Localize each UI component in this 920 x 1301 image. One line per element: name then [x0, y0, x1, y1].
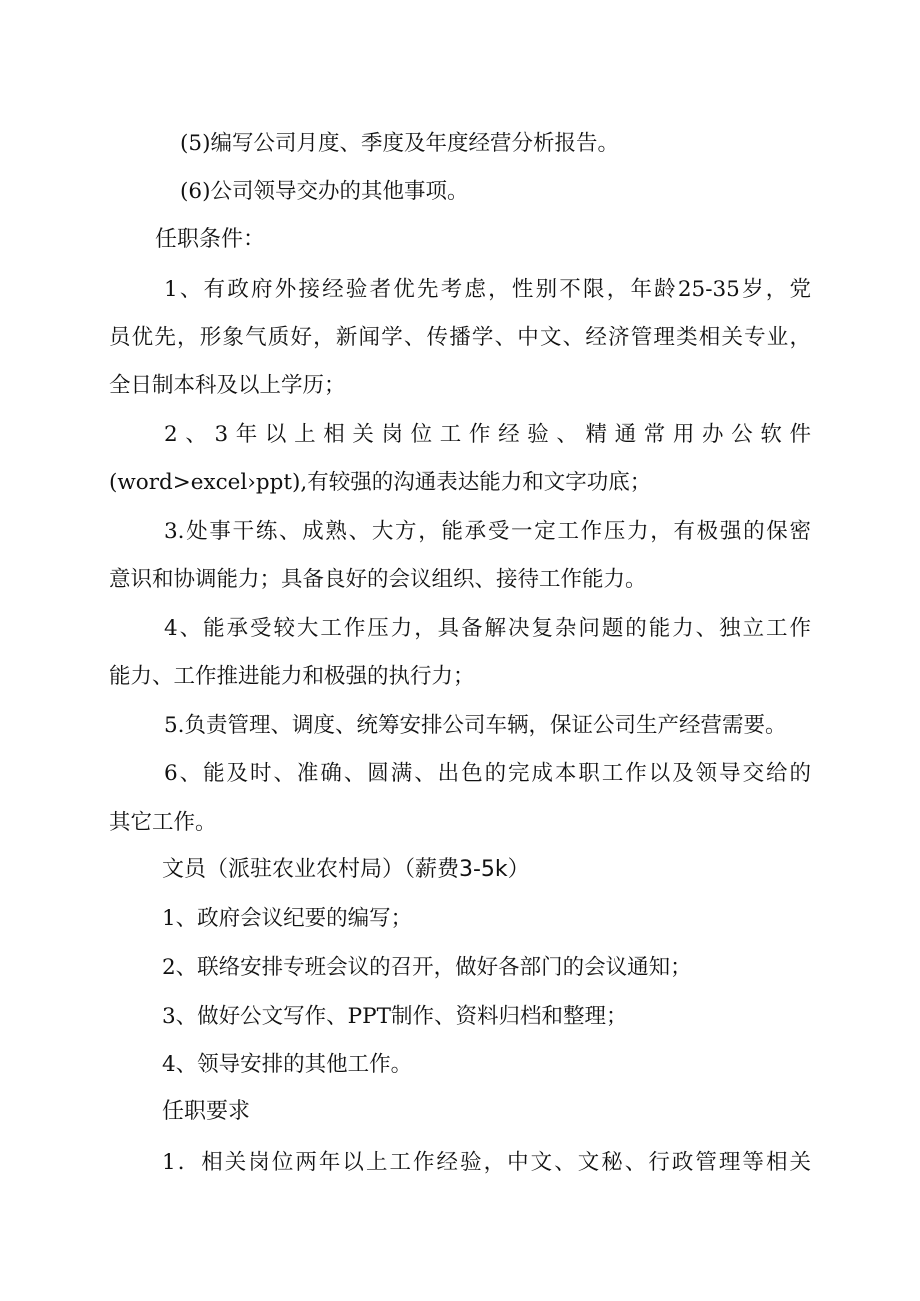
duty-item-5: (5)编写公司月度、季度及年度经营分析报告。 — [180, 131, 619, 156]
clerk-duty-4: 4、领导安排的其他工作。 — [162, 1052, 413, 1077]
qualification-2-line-2: (word>excel›ppt),有较强的沟通表达能力和文字功底； — [109, 470, 652, 495]
qualification-1-line-3: 全日制本科及以上学历； — [109, 373, 346, 398]
qualification-4-line-1: 4、能承受较大工作压力，具备解决复杂问题的能力、独立工作 — [164, 616, 811, 641]
qualification-5-line-1: 5.负责管理、调度、统筹安排公司车辆，保证公司生产经营需要。 — [164, 713, 787, 738]
section-heading-requirements: 任职要求 — [162, 1099, 251, 1124]
requirement-1-line-1: 1．相关岗位两年以上工作经验，中文、文秘、行政管理等相关 — [162, 1150, 811, 1175]
clerk-duty-1: 1、政府会议纪要的编写； — [162, 906, 413, 931]
qualification-2-line-1: 2、3年以上相关岗位工作经验、精通常用办公软件 — [164, 422, 811, 447]
qualification-4-line-2: 能力、工作推进能力和极强的执行力； — [109, 664, 475, 689]
section-heading-clerk: 文员（派驻农业农村局）（薪费3-5k） — [162, 857, 530, 882]
qualification-1-line-1: 1、有政府外接经验者优先考虑，性别不限，年龄25-35岁，党 — [164, 277, 811, 302]
clerk-duty-2: 2、联络安排专班会议的召开，做好各部门的会议通知； — [162, 955, 692, 980]
qualification-6-line-2: 其它工作。 — [109, 810, 217, 835]
clerk-duty-3: 3、做好公文写作、PPT制作、资料归档和整理； — [162, 1004, 628, 1029]
qualification-6-line-1: 6、能及时、准确、圆满、出色的完成本职工作以及领导交给的 — [164, 761, 811, 786]
section-heading-qualifications: 任职条件： — [155, 227, 266, 252]
qualification-3-line-2: 意识和协调能力；具备良好的会议组织、接待工作能力。 — [109, 567, 647, 592]
qualification-3-line-1: 3.处事干练、成熟、大方，能承受一定工作压力，有极强的保密 — [164, 519, 811, 544]
duty-item-6: (6)公司领导交办的其他事项。 — [180, 179, 469, 204]
qualification-1-line-2: 员优先，形象气质好，新闻学、传播学、中文、经济管理类相关专业， — [109, 325, 811, 350]
